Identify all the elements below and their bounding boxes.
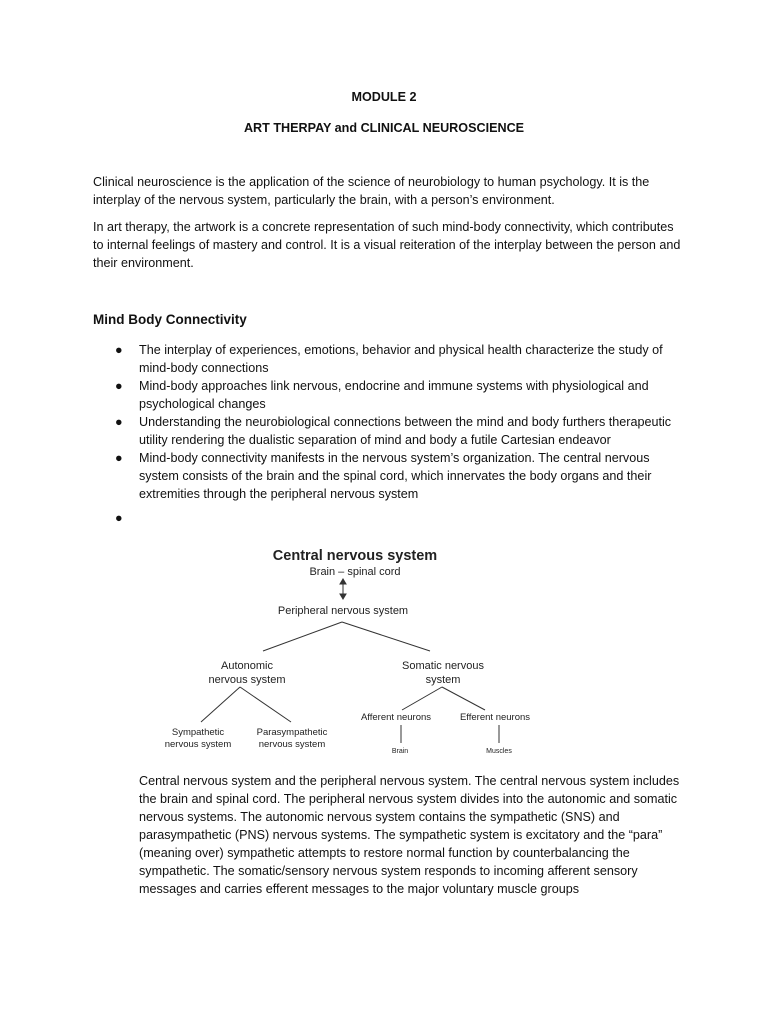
cns-sub-label: Brain – spinal cord bbox=[309, 566, 401, 578]
list-item bbox=[93, 449, 683, 503]
diagram-caption: Central nervous system and the peripheral nervous system. The central nervous system includes the brain and spinal cord. The peripheral nervous system divides into the autonomic and somatic nervous systems. The autonomic nervous system contains the sympathetic (SNS) and parasympathetic (PNS) nervous systems. The sympathetic system is excitatory and the “para” (meaning over) sympathetic attempts to restore normal function by counterbalancing the sympathetic. The somatic/sensory nervous system responds to incoming afferent sensory messages and carries efferent messages to the major voluntary muscle groups bbox=[139, 774, 680, 896]
muscles-label: Muscles bbox=[486, 748, 512, 755]
bullet-icon: ● bbox=[115, 451, 123, 465]
module-label: MODULE 2 bbox=[351, 90, 417, 104]
bullet-icon: ● bbox=[115, 415, 123, 429]
bullet-icon: ● bbox=[115, 379, 123, 393]
sympathetic-label-2: nervous system bbox=[164, 739, 232, 750]
intro-paragraph: Clinical neuroscience is the application of the science of neurobiology to human psychology. It is the interplay of the nervous system, particularly the brain, with a person’s environment. bbox=[93, 175, 650, 207]
brain-label: Brain bbox=[391, 748, 409, 755]
sns-label-2: system bbox=[425, 674, 461, 686]
parasympathetic-label-2: nervous system bbox=[258, 739, 326, 750]
bullet-text: Understanding the neurobiological connections between the mind and body furthers therapeutic utility rendering the dualistic separation of mind and body a futile Cartesian endeavor bbox=[139, 415, 672, 447]
list-item bbox=[93, 341, 683, 377]
nervous-system-diagram bbox=[160, 540, 550, 760]
afferent-label: Afferent neurons bbox=[360, 712, 432, 723]
document-title: ART THERPAY and CLINICAL NEUROSCIENCE bbox=[243, 121, 525, 135]
bullet-text: The interplay of experiences, emotions, behavior and physical health characterize the study of mind-body connections bbox=[139, 343, 663, 375]
bullet-list bbox=[93, 341, 683, 527]
bullet-text: Mind-body approaches link nervous, endocrine and immune systems with physiological and psychological changes bbox=[139, 379, 649, 411]
bullet-icon: ● bbox=[115, 511, 123, 525]
list-item bbox=[93, 509, 683, 527]
ans-label-1: Autonomic bbox=[221, 660, 273, 672]
efferent-label: Efferent neurons bbox=[459, 712, 531, 723]
sympathetic-label-1: Sympathetic bbox=[171, 727, 225, 738]
bullet-icon: ● bbox=[115, 343, 123, 357]
art-therapy-paragraph: In art therapy, the artwork is a concrete representation of such mind-body connectivity, which contributes to internal feelings of mastery and control. It is a visual reiteration of the interplay between the person and their environment. bbox=[93, 220, 681, 270]
cns-label: Central nervous system bbox=[272, 548, 438, 564]
list-item bbox=[93, 377, 683, 413]
parasympathetic-label-1: Parasympathetic bbox=[256, 727, 328, 738]
list-item bbox=[93, 413, 683, 449]
pns-label: Peripheral nervous system bbox=[277, 605, 409, 617]
bullet-text: Mind-body connectivity manifests in the nervous system’s organization. The central nervous system consists of the brain and the spinal cord, which innervates the body organs and their extremities through the peripheral nervous system bbox=[139, 451, 652, 501]
section-heading: Mind Body Connectivity bbox=[93, 312, 247, 327]
sns-label-1: Somatic nervous bbox=[402, 660, 484, 672]
ans-label-2: nervous system bbox=[208, 674, 286, 686]
